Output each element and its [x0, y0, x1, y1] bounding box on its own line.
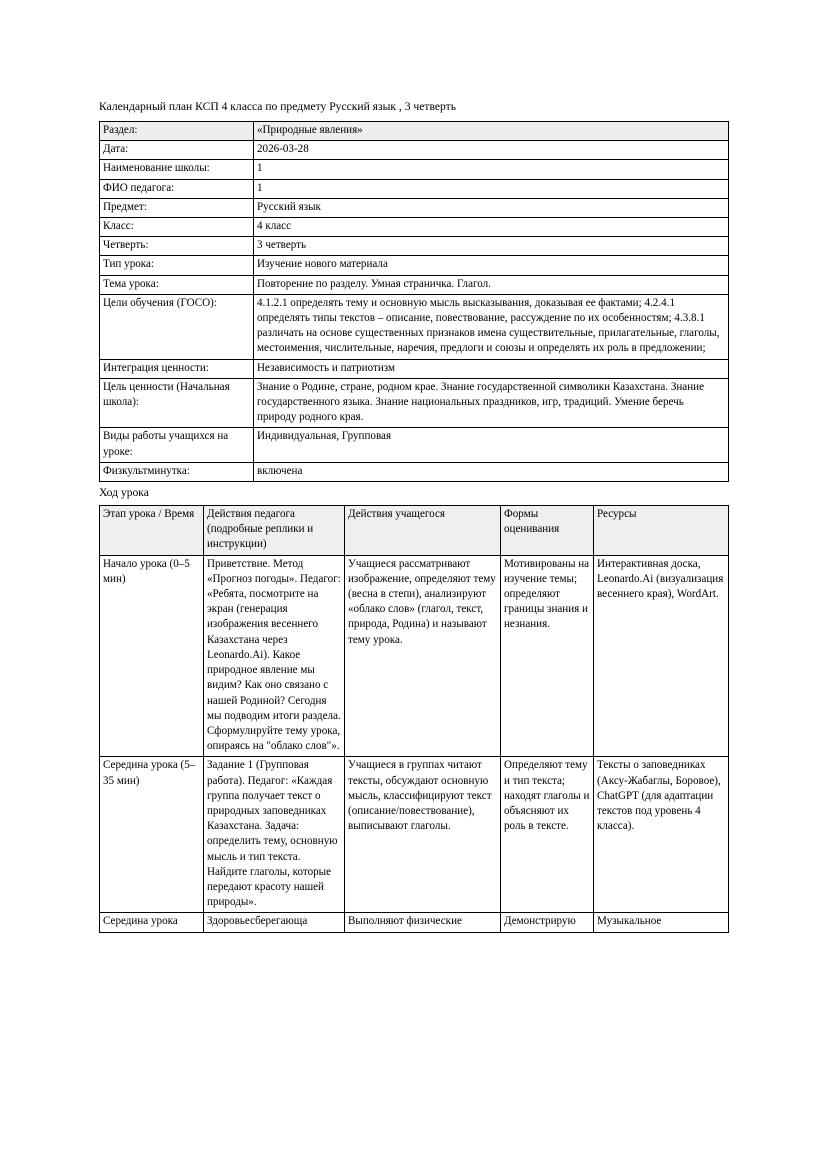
- info-label: Раздел:: [100, 122, 254, 141]
- info-value: Знание о Родине, стране, родном крае. Знание государственной символики Казахстана. Знание государственного языка. Знание национальных праздников, игр, традиций. Умение беречь природу родного края.: [254, 378, 729, 428]
- column-header-resources: Ресурсы: [594, 506, 729, 556]
- info-value: 1: [254, 160, 729, 179]
- cell-stage: Середина урока (5–35 мин): [100, 757, 204, 913]
- info-value: Индивидуальная, Групповая: [254, 428, 729, 462]
- table-row: [100, 237, 729, 256]
- table-row: [100, 913, 729, 932]
- info-label: Класс:: [100, 218, 254, 237]
- info-value: включена: [254, 462, 729, 481]
- table-row: [100, 141, 729, 160]
- cell-student-actions: Учащиеся в группах читают тексты, обсуждают основную мысль, классифицируют текст (описание/повествование), выписывают глаголы.: [345, 757, 501, 913]
- table-row: [100, 757, 729, 913]
- info-label: Четверть:: [100, 237, 254, 256]
- info-value: Независимость и патриотизм: [254, 359, 729, 378]
- cell-student-actions: Учащиеся рассматривают изображение, определяют тему (весна в степи), анализируют «облако слов» (глагол, текст, природа, Родина) и называют тему урока.: [345, 555, 501, 757]
- table-row: [100, 462, 729, 481]
- table-row: [100, 294, 729, 359]
- info-value: 1: [254, 179, 729, 198]
- table-row: [100, 359, 729, 378]
- info-label: Цель ценности (Начальная школа):: [100, 378, 254, 428]
- lesson-flow-table: [99, 505, 729, 932]
- cell-assessment: Определяют тему и тип текста; находят глаголы и объясняют их роль в тексте.: [501, 757, 594, 913]
- info-label: Наименование школы:: [100, 160, 254, 179]
- info-label: Тип урока:: [100, 256, 254, 275]
- cell-student-actions: Выполняют физические: [345, 913, 501, 932]
- cell-assessment: Демонстрирую: [501, 913, 594, 932]
- cell-stage: Начало урока (0–5 мин): [100, 555, 204, 757]
- cell-teacher-actions: Приветствие. Метод «Прогноз погоды». Педагог: «Ребята, посмотрите на экран (генерация изображения весеннего Казахстана через Leonardo.Ai). Какое природное явление мы видим? Как оно связано с нашей Родиной? Сегодня мы подводим итоги раздела. Сформулируйте тему урока, опираясь на "облако слов"».: [204, 555, 345, 757]
- cell-resources: Музыкальное: [594, 913, 729, 932]
- info-value: 4 класс: [254, 218, 729, 237]
- cell-assessment: Мотивированы на изучение темы; определяют границы знания и незнания.: [501, 555, 594, 757]
- table-row: [100, 256, 729, 275]
- info-label: Виды работы учащихся на уроке:: [100, 428, 254, 462]
- flow-heading: Ход урока: [99, 486, 149, 500]
- info-value: Изучение нового материала: [254, 256, 729, 275]
- table-row: [100, 179, 729, 198]
- info-label: Дата:: [100, 141, 254, 160]
- table-row: [100, 198, 729, 217]
- info-label: Интеграция ценности:: [100, 359, 254, 378]
- info-label: Тема урока:: [100, 275, 254, 294]
- column-header-assessment: Формы оценивания: [501, 506, 594, 556]
- table-row: [100, 378, 729, 428]
- lesson-info-table: [99, 121, 729, 482]
- info-label: Предмет:: [100, 198, 254, 217]
- table-row: [100, 218, 729, 237]
- info-value: 3 четверть: [254, 237, 729, 256]
- table-header-row: [100, 506, 729, 556]
- document-content: [99, 99, 728, 933]
- cell-teacher-actions: Здоровьесберегающа: [204, 913, 345, 932]
- column-header-stage: Этап урока / Время: [100, 506, 204, 556]
- info-value: Повторение по разделу. Умная страничка. Глагол.: [254, 275, 729, 294]
- table-row: [100, 275, 729, 294]
- column-header-student-actions: Действия учащегося: [345, 506, 501, 556]
- page-title: Календарный план КСП 4 класса по предмету Русский язык , 3 четверть: [99, 100, 457, 113]
- info-value: Русский язык: [254, 198, 729, 217]
- lesson-info-body: [100, 122, 729, 482]
- cell-teacher-actions: Задание 1 (Групповая работа). Педагог: «Каждая группа получает текст о природных заповедниках Казахстана. Задача: определить тему, основную мысль и тип текста. Найдите глаголы, которые передают красоту нашей природы».: [204, 757, 345, 913]
- lesson-flow-head: [100, 506, 729, 556]
- info-label: ФИО педагога:: [100, 179, 254, 198]
- cell-resources: Интерактивная доска, Leonardo.Ai (визуализация весеннего края), WordArt.: [594, 555, 729, 757]
- info-value: 2026-03-28: [254, 141, 729, 160]
- info-label: Физкультминутка:: [100, 462, 254, 481]
- info-label: Цели обучения (ГОСО):: [100, 294, 254, 359]
- table-row: [100, 428, 729, 462]
- table-row: [100, 555, 729, 757]
- table-row: [100, 160, 729, 179]
- lesson-flow-body: [100, 555, 729, 932]
- info-value: 4.1.2.1 определять тему и основную мысль высказывания, доказывая ее фактами; 4.2.4.1 определять типы текстов – описание, повествование, рассуждение по их особенностям; 4.3.8.1 различать на основе существенных признаков имена существительные, прилагательные, глаголы, местоимения, числительные, наречия, предлоги и союзы и определять их роль в предложении;: [254, 294, 729, 359]
- cell-stage: Середина урока: [100, 913, 204, 932]
- cell-resources: Тексты о заповедниках (Аксу-Жабаглы, Боровое), ChatGPT (для адаптации текстов под уровень 4 класса).: [594, 757, 729, 913]
- column-header-teacher-actions: Действия педагога (подробные реплики и инструкции): [204, 506, 345, 556]
- table-row: [100, 122, 729, 141]
- info-value: «Природные явления»: [254, 122, 729, 141]
